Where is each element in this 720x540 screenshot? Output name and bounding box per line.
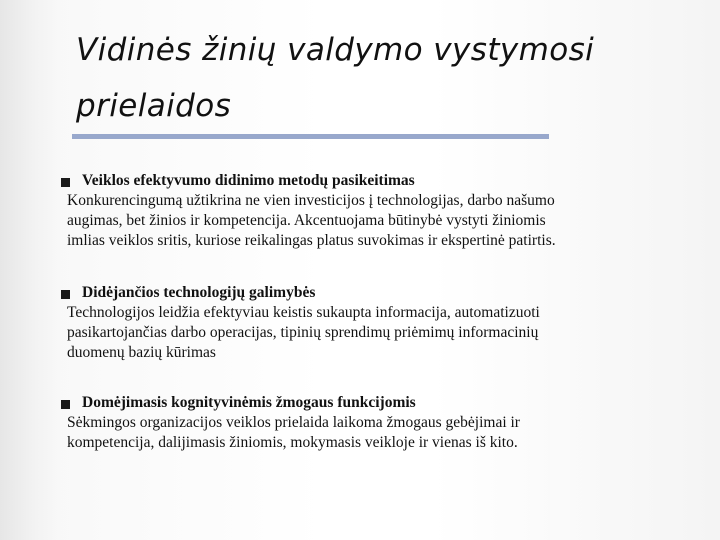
bullet-item-cognitive (67, 393, 667, 453)
bullet-text-line: augimas, bet žinios ir kompetencija. Akcentuojama būtinybė vystyti žiniomis (67, 212, 546, 229)
bullet-heading: Veiklos efektyvumo didinimo metodų pasikeitimas (82, 172, 415, 189)
bullet-text-line: pasikartojančias darbo operacijas, tipinių sprendimų priėmimų informacinių (67, 324, 539, 341)
slide-title (76, 22, 696, 134)
slide-edge-shadow (0, 0, 60, 540)
bullet-heading: Didėjančios technologijų galimybės (82, 284, 316, 301)
title-underline (72, 134, 549, 139)
slide-title-line-2: prielaidos (76, 88, 232, 124)
bullet-text-line: duomenų bazių kūrimas (67, 344, 216, 361)
bullet-text-line: imlias veiklos sritis, kuriose reikalingas platus suvokimas ir ekspertinė patirtis. (67, 232, 556, 249)
bullet-text-line: Konkurencingumą užtikrina ne vien investicijos į technologijas, darbo našumo (67, 192, 555, 209)
bullet-item-technology (67, 283, 667, 363)
bullet-text-line: Sėkmingos organizacijos veiklos prielaida laikoma žmogaus gebėjimai ir (67, 414, 520, 431)
bullet-text-line: kompetencija, dalijimasis žiniomis, mokymasis veikloje ir vienas iš kito. (67, 434, 518, 451)
square-bullet-icon (61, 400, 70, 409)
bullet-item-efficiency (67, 171, 667, 251)
square-bullet-icon (61, 290, 70, 299)
bullet-heading: Domėjimasis kognityvinėmis žmogaus funkcijomis (82, 394, 416, 411)
bullet-text-line: Technologijos leidžia efektyviau keistis sukaupta informacija, automatizuoti (67, 304, 540, 321)
slide-title-line-1: Vidinės žinių valdymo vystymosi (76, 32, 595, 68)
square-bullet-icon (61, 178, 70, 187)
